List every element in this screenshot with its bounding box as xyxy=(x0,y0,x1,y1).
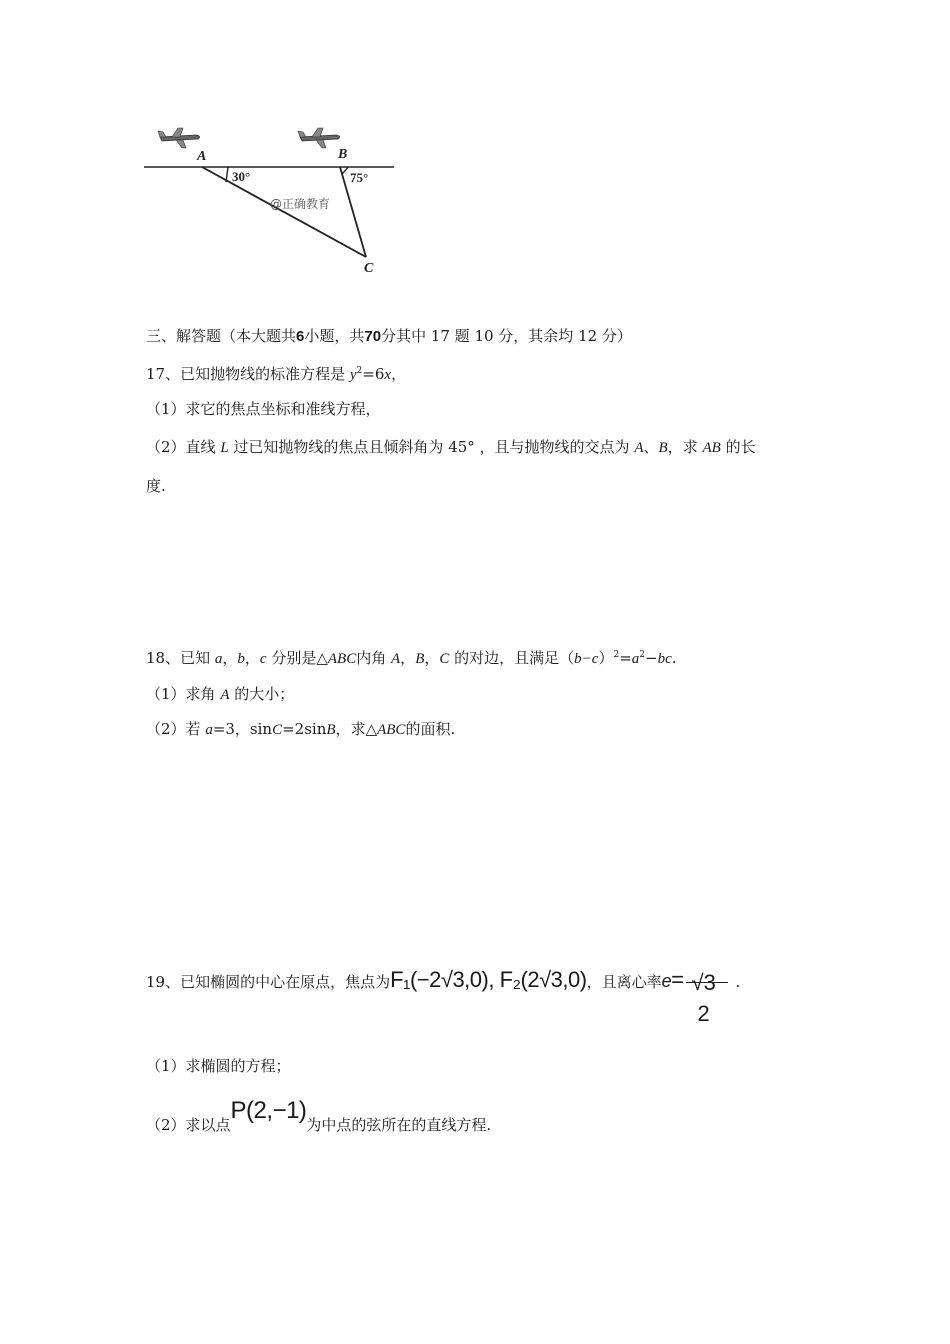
q18-eq: = xyxy=(619,649,632,667)
q18-p2-eq: =3，sin xyxy=(212,720,273,738)
q17-y: y xyxy=(349,367,357,383)
q18-s2: 分别是△ xyxy=(266,649,328,667)
q17-sep: 、 xyxy=(643,438,659,456)
q18-c4: ， xyxy=(424,649,440,667)
triangle-figure xyxy=(140,120,410,280)
section-n: 6 xyxy=(296,328,305,345)
q17-stem-post: ， xyxy=(391,365,407,383)
q19-frac-bar xyxy=(686,982,728,983)
section-heading xyxy=(146,326,632,347)
q18-sq1: 2 xyxy=(613,650,620,660)
q17-stem xyxy=(146,364,406,385)
q17-p2-tail-text: 度. xyxy=(146,477,166,495)
q18-s4: 的对边，且满足（ xyxy=(449,649,575,667)
q18-s5: ） xyxy=(598,649,614,667)
q18-p1-post: 的大小； xyxy=(229,685,295,703)
q19-stem-end: . xyxy=(735,973,741,991)
q17-part2-tail xyxy=(146,476,166,496)
label-c: C xyxy=(364,261,374,276)
q19-stem-pre: 19、已知椭圆的中心在原点，焦点为 xyxy=(146,973,391,991)
q19-stem-mid: ，且离心率 xyxy=(586,973,662,991)
q18-s3: 内角 xyxy=(356,649,391,667)
q17-A: A xyxy=(634,440,644,456)
airplane-icon-b xyxy=(298,128,340,148)
q19-e: e xyxy=(661,971,672,991)
q17-p2b: 过已知抛物线的焦点且倾斜角为 45° ，且与抛物线的交点为 xyxy=(228,438,635,456)
q18-p1-A: A xyxy=(220,687,230,703)
watermark: @正确教育 xyxy=(270,197,331,211)
label-a: A xyxy=(197,149,207,164)
q17-stem-pre: 17、已知抛物线的标准方程是 xyxy=(146,365,350,383)
q19-p2-pre: （2）求以点 xyxy=(146,1116,231,1134)
section-mid2: 分其中 17 题 10 分，其余均 12 分） xyxy=(381,327,632,345)
q18-p2-ABC: ABC xyxy=(377,722,406,738)
q19-part1 xyxy=(146,1056,291,1076)
q18-s1: 18、已知 xyxy=(146,649,215,667)
q19-stem xyxy=(146,950,741,1026)
q18-p2-C: C xyxy=(272,722,283,738)
q18-minus: − xyxy=(645,649,658,667)
q18-p2-mid: =2sin xyxy=(282,720,327,738)
q19-num: √3 xyxy=(691,970,716,995)
q19-point: P(2,−1) xyxy=(230,1097,307,1124)
q18-A: A xyxy=(391,651,401,667)
q18-stem xyxy=(146,648,677,669)
q17-x: x xyxy=(384,367,392,383)
angle-label-a: 30° xyxy=(232,169,251,184)
q17-p2a: （2）直线 xyxy=(146,438,221,456)
q18-p2-a: a xyxy=(205,722,213,738)
q17-part1 xyxy=(146,399,381,419)
airplane-icon-a xyxy=(158,128,200,148)
q18-p1-pre: （1）求角 xyxy=(146,685,221,703)
q17-AB: AB xyxy=(702,440,721,456)
q18-p2-pre: （2）若 xyxy=(146,720,206,738)
q18-part1 xyxy=(146,684,294,705)
q17-exp: 2 xyxy=(356,366,363,376)
q19-part1-text: （1）求椭圆的方程； xyxy=(146,1057,291,1075)
q19-fraction xyxy=(684,953,730,1026)
q18-c3: ， xyxy=(400,649,416,667)
angle-mark-b xyxy=(342,167,348,174)
q17-p2d: 的长 xyxy=(720,438,756,456)
q18-C: C xyxy=(439,651,450,667)
q18-a2: a xyxy=(631,651,640,667)
q18-p2-B: B xyxy=(326,722,336,738)
q18-c2: ， xyxy=(244,649,260,667)
q18-p2-mid2: ，求△ xyxy=(335,720,378,738)
q19-part2 xyxy=(146,1097,492,1146)
q18-B: B xyxy=(415,651,425,667)
q17-B: B xyxy=(658,440,668,456)
q19-p2-post: 为中点的弦所在的直线方程. xyxy=(306,1116,492,1134)
q19-foci: F₁(−2√3,0), F₂(2√3,0) xyxy=(390,967,587,992)
q18-part2 xyxy=(146,719,455,740)
q17-part2 xyxy=(146,437,756,458)
q18-bc: bc xyxy=(657,651,672,667)
q19-eq: = xyxy=(671,967,684,992)
q18-ABC: ABC xyxy=(327,651,357,667)
q18-a: a xyxy=(214,651,223,667)
q18-end: . xyxy=(671,649,677,667)
q18-sq2: 2 xyxy=(639,650,646,660)
q17-eq: =6 xyxy=(362,365,385,383)
q19-den: 2 xyxy=(697,1001,710,1026)
q17-part1-text: （1）求它的焦点坐标和准线方程， xyxy=(146,400,381,418)
q18-c: c xyxy=(259,651,267,667)
q17-p2c: ，求 xyxy=(667,438,703,456)
angle-label-b: 75° xyxy=(350,170,369,185)
section-prefix: 三、解答题（本大题共 xyxy=(146,327,297,345)
q18-c1: ， xyxy=(222,649,238,667)
label-b: B xyxy=(338,147,348,162)
section-mid1: 小题，共 xyxy=(304,327,365,345)
section-total: 70 xyxy=(364,328,382,345)
q18-b: b xyxy=(237,651,245,667)
q18-bminusc: b−c xyxy=(574,651,599,667)
q17-L: L xyxy=(220,440,229,456)
angle-mark-a xyxy=(226,167,228,182)
q18-p2-post: 的面积. xyxy=(405,720,456,738)
